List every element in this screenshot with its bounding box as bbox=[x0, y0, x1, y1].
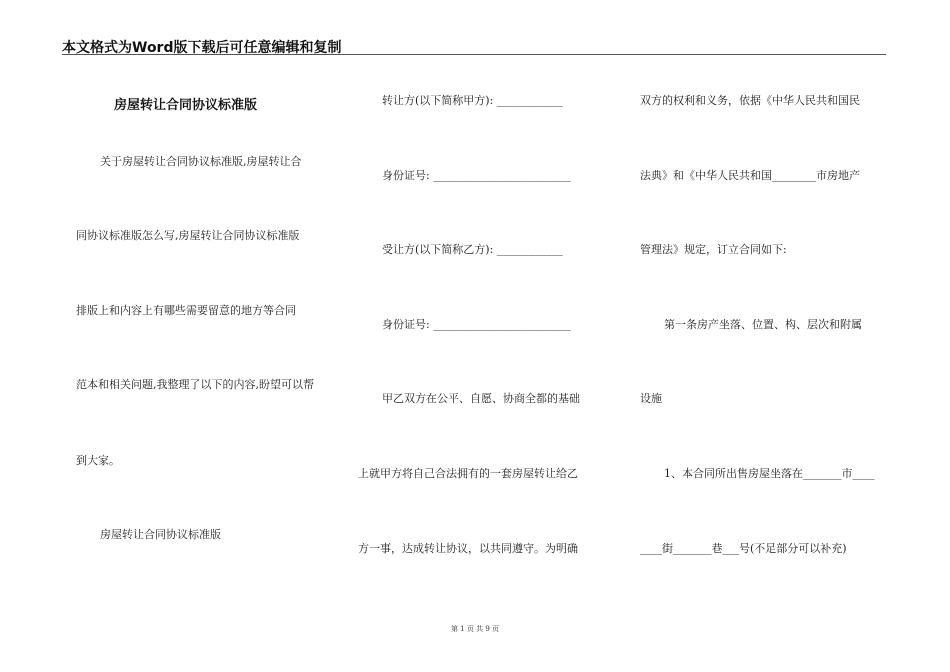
col1-line-1: 关于房屋转让合同协议标准版,房屋转让合 bbox=[100, 155, 302, 168]
col1-line-3: 排版上和内容上有哪些需要留意的地方等合同 bbox=[76, 304, 296, 317]
page-number-footer: 第 1 页 共 9 页 bbox=[450, 625, 500, 633]
col2-line-3: 受让方(以下简称乙方): ____________ bbox=[382, 243, 563, 256]
col3-line-3: 管理法》规定，订立合同如下: bbox=[640, 243, 787, 256]
col1-line-4: 范本和相关问题,我整理了以下的内容,盼望可以帮 bbox=[76, 378, 314, 391]
col1-line-5: 到大家。 bbox=[76, 454, 120, 467]
header-rule bbox=[62, 54, 886, 55]
document-header: 本文格式为Word版下载后可任意编辑和复制 bbox=[62, 40, 342, 56]
col1-line-6: 房屋转让合同协议标准版 bbox=[100, 528, 221, 541]
col2-line-7: 方一事，达成转让协议，以共同遵守。为明确 bbox=[358, 542, 578, 555]
col2-line-1: 转让方(以下简称甲方): ____________ bbox=[382, 94, 563, 107]
col2-line-5: 甲乙双方在公平、自愿、协商全都的基础 bbox=[382, 392, 580, 405]
col3-line-1: 双方的权利和义务，依据《中华人民共和国民 bbox=[640, 94, 860, 107]
col3-line-7: ____街_______巷___号(不足部分可以补充) bbox=[640, 542, 847, 555]
col2-line-4: 身份证号: _________________________ bbox=[382, 318, 571, 331]
document-title: 房屋转让合同协议标准版 bbox=[114, 98, 258, 113]
col3-line-2: 法典》和《中华人民共和国________市房地产 bbox=[640, 169, 860, 182]
col1-line-2: 同协议标准版怎么写,房屋转让合同协议标准版 bbox=[76, 229, 300, 242]
col3-line-4: 第一条房产坐落、位置、构、层次和附属 bbox=[664, 318, 862, 331]
col3-line-5: 设施 bbox=[640, 392, 662, 405]
col2-line-2: 身份证号: _________________________ bbox=[382, 169, 571, 182]
col3-line-6: 1、本合同所出售房屋坐落在_______市____ bbox=[664, 467, 875, 480]
col2-line-6: 上就甲方将自己合法拥有的一套房屋转让给乙 bbox=[358, 467, 578, 480]
